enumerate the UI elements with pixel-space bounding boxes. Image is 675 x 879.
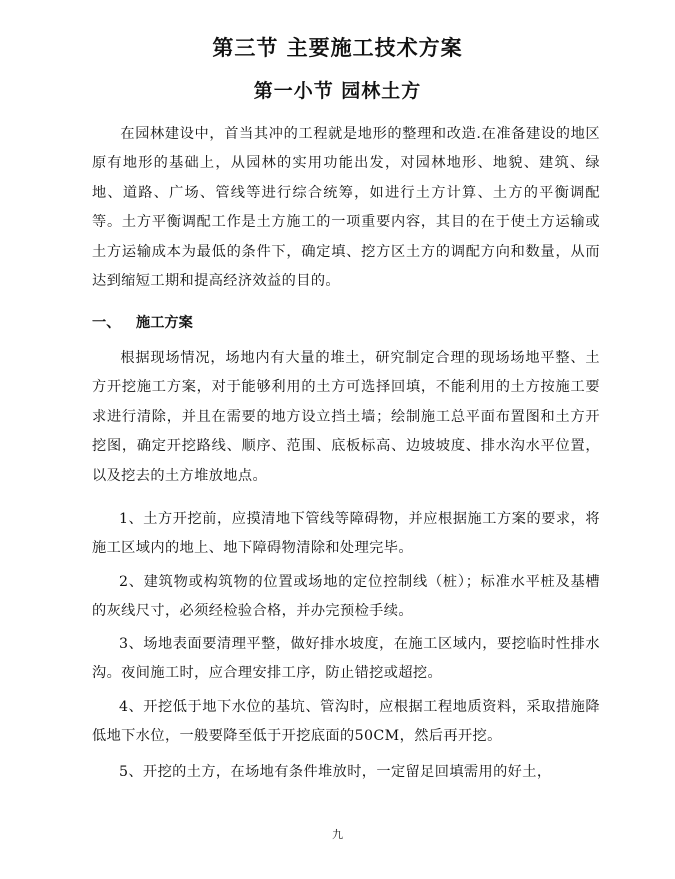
intro-paragraph: 在园林建设中，首当其冲的工程就是地形的整理和改造.在准备建设的地区原有地形的基础上，从园林的实用功能出发，对园林地形、地貌、建筑、绿地、道路、广场、管线等进行综合统筹，如进行土方计算、土方的平衡调配等。土方平衡调配工作是土方施工的一项重要内容，其目的在于使土方运输或土方运输成本为最低的条件下，确定填、挖方区土方的调配方向和数量，从而达到缩短工期和提高经济效益的目的。 (92, 126, 600, 290)
page-number: 九 (332, 828, 343, 841)
subsection-title: 第一小节 园林土方 (253, 80, 422, 102)
heading-construction-plan (92, 309, 193, 338)
heading-number: 一、 (92, 315, 121, 331)
plan-paragraph: 根据现场情况，场地内有大量的堆土，研究制定合理的现场场地平整、土方开挖施工方案，对于能够利用的土方可选择回填，不能利用的土方按施工要求进行清除，并且在需要的地方设立挡土墙；绘制施工总平面布置图和土方开挖图，确定开挖路线、顺序、范围、底板标高、边坡坡度、排水沟水平位置，以及挖去的土方堆放地点。 (92, 350, 600, 484)
list-item: 3、场地表面要清理平整，做好排水坡度，在施工区域内，要挖临时性排水沟。夜间施工时，应合理安排工序，防止错挖或超挖。 (92, 636, 600, 682)
list-item: 1、土方开挖前，应摸清地下管线等障碍物，并应根据施工方案的要求，将施工区域内的地上、地下障碍物清除和处理完毕。 (92, 511, 600, 557)
list-item: 2、建筑物或构筑物的位置或场地的定位控制线（桩）；标准水平桩及基槽的灰线尺寸，必须经检验合格，并办完预检手续。 (92, 574, 600, 620)
list-item: 5、开挖的土方，在场地有条件堆放时，一定留足回填需用的好土， (118, 764, 552, 780)
section-title: 第三节 主要施工技术方案 (212, 35, 463, 60)
list-item: 4、开挖低于地下水位的基坑、管沟时，应根据工程地质资料，采取措施降低地下水位，一般要降至低于开挖底面的50CM，然后再开挖。 (92, 699, 600, 745)
heading-text: 施工方案 (136, 315, 193, 331)
